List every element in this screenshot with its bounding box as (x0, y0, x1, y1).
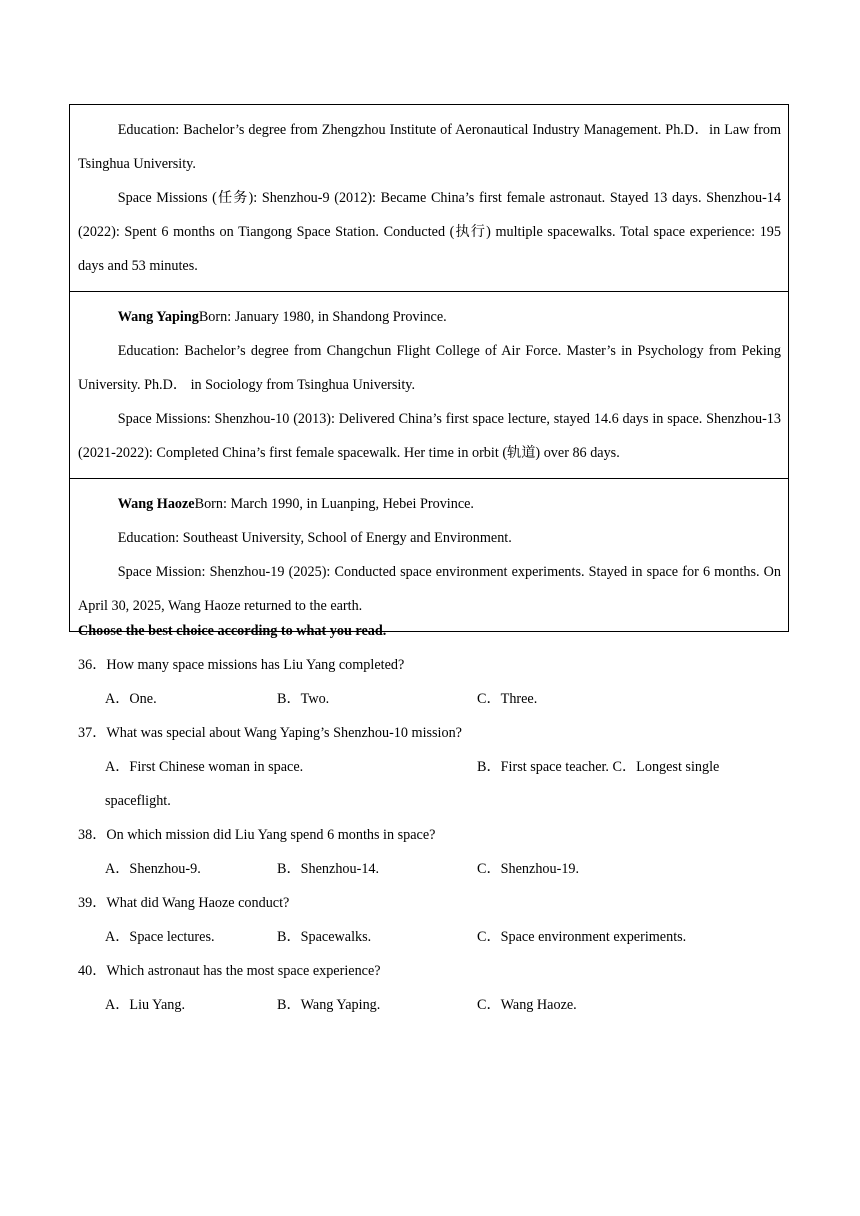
question-36-stem: 36．How many space missions has Liu Yang completed? (78, 657, 405, 673)
question-40-stem: 40．Which astronaut has the most space experience? (78, 963, 381, 979)
option-a[interactable]: A．Liu Yang. (105, 997, 186, 1013)
table-row-wang-yaping (70, 292, 788, 479)
astronaut-info-table (69, 104, 789, 632)
question-40-options (105, 988, 790, 1022)
question-38-stem: 38．On which mission did Liu Yang spend 6 months in space? (78, 827, 436, 843)
table-row-liu-yang (70, 105, 788, 292)
education-paragraph: Education: Bachelor’s degree from Changchun Flight College of Air Force. Master’s in Psychology from Peking University. Ph.D． in Sociology from Tsinghua University. (78, 343, 781, 393)
question-39-stem: 39．What did Wang Haoze conduct? (78, 895, 290, 911)
option-b[interactable]: B．Two. (277, 691, 330, 707)
option-c[interactable]: C．Three. (477, 691, 538, 707)
missions-paragraph: Space Mission: Shenzhou-19 (2025): Conducted space environment experiments. Stayed in space for 6 months. On April 30, 2025, Wang Haoze returned to the earth. (78, 564, 781, 614)
born-paragraph (78, 300, 781, 334)
question-36-options (105, 682, 790, 716)
option-b[interactable]: B．Shenzhou-14. (277, 861, 380, 877)
born-paragraph (78, 487, 781, 521)
option-a[interactable]: A．Space lectures. (105, 929, 215, 945)
option-a[interactable]: A．One. (105, 691, 157, 707)
question-38-options (105, 852, 790, 886)
question-37-options (105, 750, 790, 784)
option-c[interactable]: C．Wang Haoze. (477, 997, 577, 1013)
education-paragraph: Education: Southeast University, School of Energy and Environment. (117, 530, 512, 546)
education-paragraph: Education: Bachelor’s degree from Zhengzhou Institute of Aeronautical Industry Management. Ph.D．in Law from Tsinghua University. (78, 122, 781, 172)
table-row-wang-haoze (70, 479, 788, 631)
born-text: Born: March 1990, in Luanping, Hebei Province. (194, 496, 474, 512)
questions-section (78, 614, 790, 1022)
option-b[interactable]: B．First space teacher. C．Longest single (477, 759, 720, 775)
question-37-stem: 37．What was special about Wang Yaping’s Shenzhou-10 mission? (78, 725, 462, 741)
instruction-heading: Choose the best choice according to what you read. (78, 623, 387, 639)
option-b[interactable]: B．Wang Yaping. (277, 997, 381, 1013)
astronaut-name: Wang Yaping (117, 309, 199, 325)
born-text: Born: January 1980, in Shandong Province. (198, 309, 447, 325)
missions-paragraph: Space Missions (任务): Shenzhou-9 (2012): Became China’s first female astronaut. Stayed 13 days. Shenzhou-14 (2022): Spent 6 months on Tiangong Space Station. Conducted (执行) multiple spacewalks. Total space experience: 195 days and 53 minutes. (78, 190, 781, 274)
question-39-options (105, 920, 790, 954)
option-a[interactable]: A．Shenzhou-9. (105, 861, 201, 877)
option-a[interactable]: A．First Chinese woman in space. (105, 759, 304, 775)
option-c[interactable]: C．Space environment experiments. (477, 929, 687, 945)
missions-paragraph: Space Missions: Shenzhou-10 (2013): Delivered China’s first space lecture, stayed 14.6 days in space. Shenzhou-13 (2021-2022): Completed China’s first female spacewalk. Her time in orbit (轨道) over 86 days. (78, 411, 781, 461)
option-c[interactable]: C．Shenzhou-19. (477, 861, 580, 877)
option-b[interactable]: B．Spacewalks. (277, 929, 372, 945)
option-c-continuation[interactable]: spaceflight. (105, 793, 171, 809)
astronaut-name: Wang Haoze (117, 496, 195, 512)
